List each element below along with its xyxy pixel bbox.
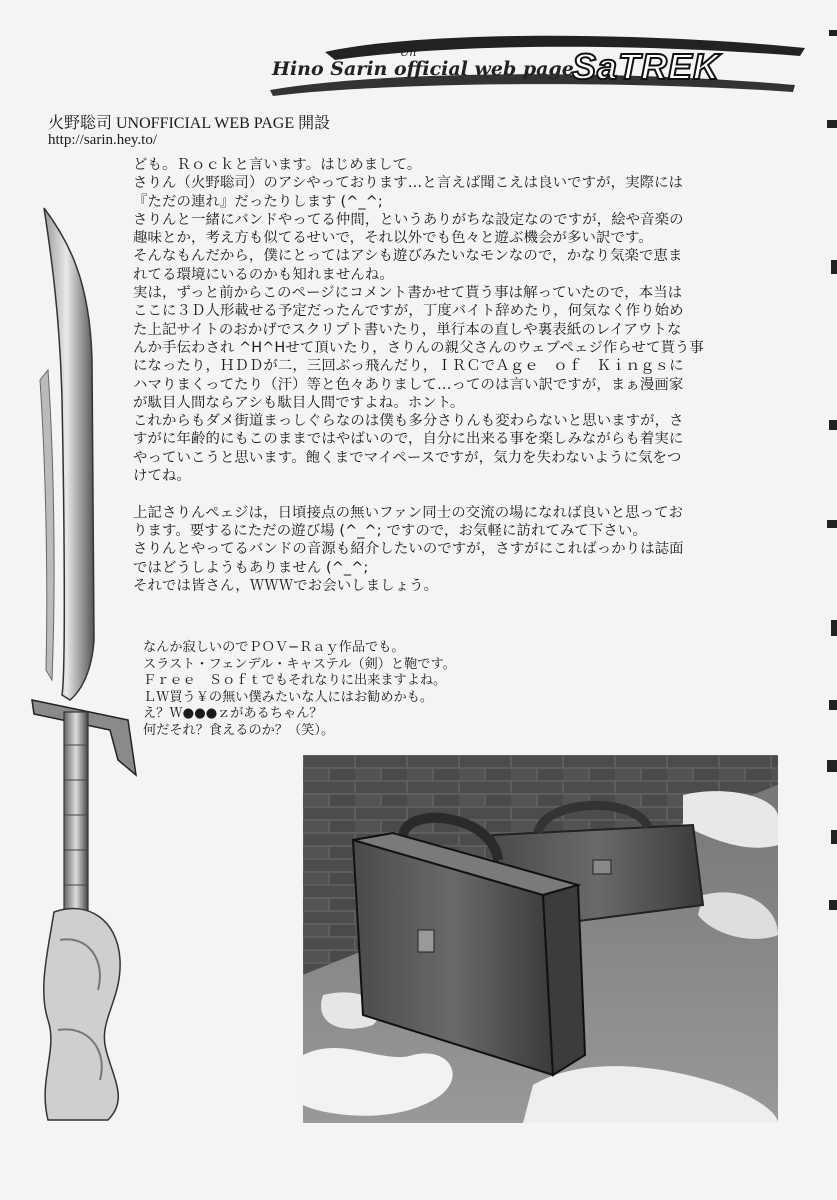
body-line: ども。Ｒｏｃｋと言います。はじめまして。 bbox=[133, 157, 422, 173]
caption-line: ＬＷ買う￥の無い僕みたいな人にはお勧めかも。 bbox=[143, 689, 434, 705]
body-line: 『ただの連れ』だったりします (^_^; bbox=[133, 193, 383, 210]
satrek-logo: SaTREK bbox=[572, 46, 721, 87]
sword-illustration bbox=[18, 200, 148, 1130]
header-banner bbox=[272, 46, 792, 98]
body-line: やっていこうと思います。飽くまでマイペースですが，気力を失わないように気をつ bbox=[133, 449, 682, 466]
body-line: ではどうしようもありません (^_^; bbox=[133, 559, 369, 576]
body-text bbox=[133, 156, 793, 595]
body-line: 実は，ずっと前からこのページにコメント書かせて貰う事は解っていたので，本当は bbox=[133, 285, 683, 302]
body-line: そんなもんだから，僕にとってはアシも遊びみたいなモンなので，かなり気楽で恵ま bbox=[133, 248, 683, 265]
header-title: Hino Sarin official web page bbox=[272, 58, 574, 80]
binding-marks bbox=[817, 0, 837, 1200]
body-line: それでは皆さん，ＷＷＷでお会いしましょう。 bbox=[133, 577, 439, 594]
body-line: た上記サイトのおかげでスクリプト書いたり，単行本の直しや裏表紙のレイアウトな bbox=[133, 321, 682, 338]
body-line: さりんと一緒にバンドやってる仲間，というありがちな設定なのですが，絵や音楽の bbox=[133, 211, 684, 228]
povray-render-image bbox=[303, 755, 778, 1123]
body-line: ここに３Ｄ人形載せる予定だったんですが，丁度バイト辞めたり，何気なく作り始め bbox=[133, 303, 684, 320]
caption-line: え？Ｗ●●●ｚがあるちゃん？ bbox=[143, 706, 323, 721]
render-caption bbox=[143, 640, 643, 739]
body-line: 趣味とか，考え方も似てるせいで，それ以外でも色々と遊ぶ機会が多い訳です。 bbox=[133, 230, 653, 247]
body-line: 上記さりんペェジは，日頃接点の無いファン同士の交流の場になれば良いと思ってお bbox=[133, 504, 684, 521]
body-line: これからもダメ街道まっしぐらなのは僕も多分さりんも変わらないと思いますが，さ bbox=[133, 413, 684, 430]
body-line: けてね。 bbox=[133, 468, 191, 485]
site-url: http://sarin.hey.to/ bbox=[48, 132, 158, 148]
body-line: さりんとやってるバンドの音源も紹介したいのですが，さすがにこればっかりは誌面 bbox=[133, 541, 684, 558]
caption-line: なんか寂しいのでＰＯＶ−Ｒａｙ作品でも。 bbox=[143, 640, 405, 655]
body-line: れてる環境にいるのかも知れませんね。 bbox=[133, 266, 394, 283]
header-superscript: Un bbox=[400, 46, 417, 59]
caption-line: 何だそれ？食えるのか？（笑）。 bbox=[143, 722, 335, 738]
body-line: んか手伝わされ ^H^Hせて頂いたり，さりんの親父さんのウェブペェジ作らせて貰う事 bbox=[133, 339, 704, 356]
body-line: さりん（火野聡司）のアシやっております…と言えば聞こえは良いですが，実際には bbox=[133, 175, 684, 192]
body-line: ります。要するにただの遊び場 (^_^; ですので，お気軽に訪れてみて下さい。 bbox=[133, 522, 647, 539]
page-title: 火野聡司 UNOFFICIAL WEB PAGE 開設 bbox=[48, 115, 331, 132]
body-line: ハマりまくってたり（汗）等と色々ありまして…ってのは言い訳ですが，まぁ漫画家 bbox=[133, 376, 684, 393]
body-line: が駄目人間ならアシも駄目人間ですよね。ホント。 bbox=[133, 394, 465, 411]
body-line: になったり，ＨＤＤが二，三回ぶっ飛んだり，ＩＲＣでＡｇｅ ｏｆ Ｋｉｎｇｓに bbox=[133, 358, 684, 375]
body-line bbox=[133, 485, 793, 503]
caption-line: Ｆｒｅｅ Ｓｏｆｔでもそれなりに出来ますよね。 bbox=[143, 673, 447, 688]
body-line: すがに年齢的にもこのままではやばいので，自分に出来る事を楽しみながらも着実に bbox=[133, 431, 684, 448]
caption-line: スラスト・フェンデル・キャステル（剣）と鞄です。 bbox=[143, 656, 456, 672]
